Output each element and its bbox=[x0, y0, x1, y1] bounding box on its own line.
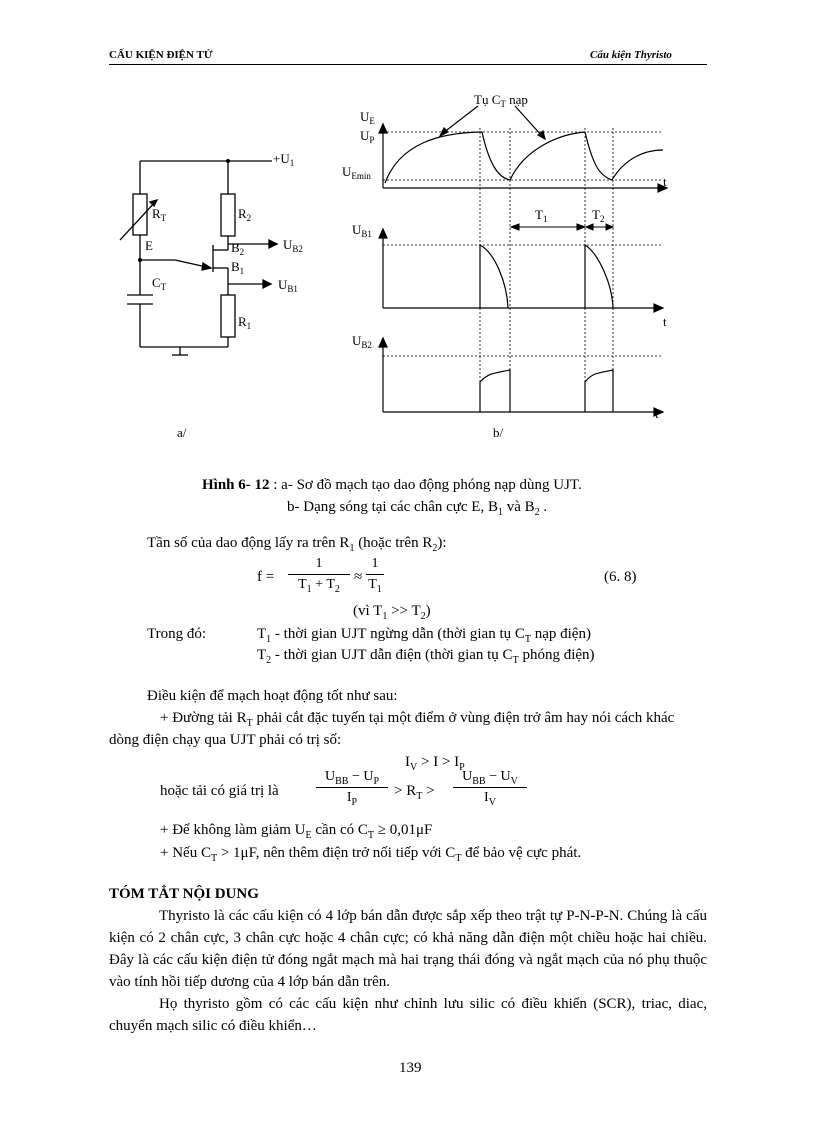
rt-label: $R_T$ bbox=[152, 206, 167, 223]
formula-lhs: f = bbox=[257, 569, 275, 585]
ub2-output-label: $U_{B2}$ bbox=[283, 237, 303, 254]
where-label: Trong đó: bbox=[147, 626, 207, 642]
current-inequality: $I_V > I > I_P$ bbox=[405, 754, 465, 773]
ujt-circuit-diagram bbox=[115, 140, 315, 440]
emitter-label: E bbox=[145, 238, 153, 253]
running-header-right: Cấu kiện Thyristo bbox=[590, 49, 672, 61]
waveform-diagram bbox=[330, 88, 690, 443]
b1-label: $B_1$ bbox=[231, 259, 245, 276]
approx-sign: ≈ bbox=[354, 569, 363, 585]
up-label: $U_P$ bbox=[360, 128, 375, 145]
where-line-2: $T_2$ - thời gian UJT dẫn điện (thời gian tụ $C_T$ phóng điện) bbox=[257, 647, 595, 666]
load-fraction-2-numerator: $U_{BB} - U_V$ bbox=[462, 769, 518, 787]
running-header-left: CẤU KIỆN ĐIỆN TỬ bbox=[109, 49, 213, 61]
where-line-1: $T_1$ - thời gian UJT ngừng dẫn (thời gian tụ $C_T$ nạp điện) bbox=[257, 626, 591, 645]
summary-heading: TÓM TẮT NỘI DUNG bbox=[109, 886, 259, 902]
summary-paragraph-2: Họ thyristo gồm có các cấu kiện như chỉnh lưu silic có điều khiển (SCR), triac, diac, chuyển mạch silic có điều khiển… bbox=[109, 996, 707, 1034]
r1-label: $R_1$ bbox=[238, 314, 252, 331]
page-number: 139 bbox=[399, 1060, 422, 1076]
load-text: hoặc tải có giá trị là bbox=[160, 783, 279, 799]
t-axis-label-3: t bbox=[655, 406, 659, 421]
figure-caption-line2: b- Dạng sóng tại các chân cực E, $B_1$ và $B_2$ . bbox=[287, 499, 548, 518]
r2-label: $R_2$ bbox=[238, 206, 252, 223]
fraction-1 bbox=[288, 556, 350, 593]
t1-label: $T_1$ bbox=[535, 207, 548, 224]
fraction-1-numerator: 1 bbox=[315, 556, 323, 571]
load-fraction-2 bbox=[453, 769, 527, 806]
because-note: (vì $T_1 >> T_2$) bbox=[353, 603, 431, 622]
fraction-2 bbox=[366, 556, 384, 593]
load-fraction-1 bbox=[316, 769, 388, 806]
ct-label: $C_T$ bbox=[152, 275, 167, 292]
fraction-2-denominator: $T_1$ bbox=[368, 577, 382, 595]
frequency-intro: Tần số của dao động lấy ra trên $R_1$ (hoặc trên $R_2$): bbox=[147, 535, 447, 554]
figure-b-label: b/ bbox=[493, 425, 504, 440]
t-axis-label-2: t bbox=[663, 314, 667, 329]
supply-label: $+U_1$ bbox=[273, 151, 295, 168]
condition-1: + Đường tải $R_T$ phải cắt đặc tuyến tại một điểm ở vùng điện trở âm hay nói cách khác bbox=[160, 710, 675, 729]
header-rule bbox=[109, 64, 707, 65]
fraction-2-numerator: 1 bbox=[371, 556, 379, 571]
load-fraction-1-denominator: $I_P$ bbox=[346, 790, 358, 808]
t2-label: $T_2$ bbox=[592, 207, 605, 224]
equation-number: (6. 8) bbox=[604, 569, 637, 585]
condition-3: + Nếu $C_T > 1\mu F$, nên thêm điện trở nối tiếp với $C_T$ để bảo vệ cực phát. bbox=[160, 845, 582, 864]
conditions-intro: Điều kiện để mạch hoạt động tốt như sau: bbox=[147, 688, 398, 704]
figure-caption-line1: Hình 6- 12 : a- Sơ đồ mạch tạo dao động phóng nạp dùng UJT. bbox=[202, 477, 582, 493]
load-fraction-2-denominator: $I_V$ bbox=[484, 790, 496, 808]
ub1-output-label: $U_{B1}$ bbox=[278, 277, 298, 294]
ue-label: $U_E$ bbox=[360, 109, 375, 126]
ub2-wave-label: $U_{B2}$ bbox=[352, 333, 372, 350]
load-inequality: > $R_T$ > bbox=[394, 783, 435, 802]
condition-1-cont: dòng điện chạy qua UJT phải có trị số: bbox=[109, 732, 342, 748]
figure-a-label: a/ bbox=[177, 425, 187, 440]
condition-2: + Để không làm giảm $U_E$ cần có $C_T \ge 0,01\mu F$ bbox=[160, 822, 433, 841]
load-fraction-1-numerator: $U_{BB} - U_P$ bbox=[324, 769, 380, 787]
fraction-1-denominator: $T_1 + T_2$ bbox=[298, 577, 340, 595]
summary-paragraph-1: Thyristo là các cấu kiện có 4 lớp bán dẫn được sắp xếp theo trật tự P-N-P-N. Chúng là cấu kiện có 2 chân cực, 3 chân cực hoặc 4 chân cực; có khả năng dẫn điện một chiều hoặc hai chiều. Đây là các cấu kiện điện tử đóng ngắt mạch mà hai trạng thái đóng và ngắt mạch của nó phụ thuộc vào tính hồi tiếp dương của 4 lớp bán dẫn trên. bbox=[109, 908, 707, 990]
t-axis-label-1: t bbox=[663, 174, 667, 189]
ub1-wave-label: $U_{B1}$ bbox=[352, 222, 372, 239]
b2-label: $B_2$ bbox=[231, 240, 245, 257]
charge-note: Tụ $C_T$ nạp bbox=[474, 92, 528, 109]
uemin-label: $U_{Emin}$ bbox=[342, 164, 371, 181]
